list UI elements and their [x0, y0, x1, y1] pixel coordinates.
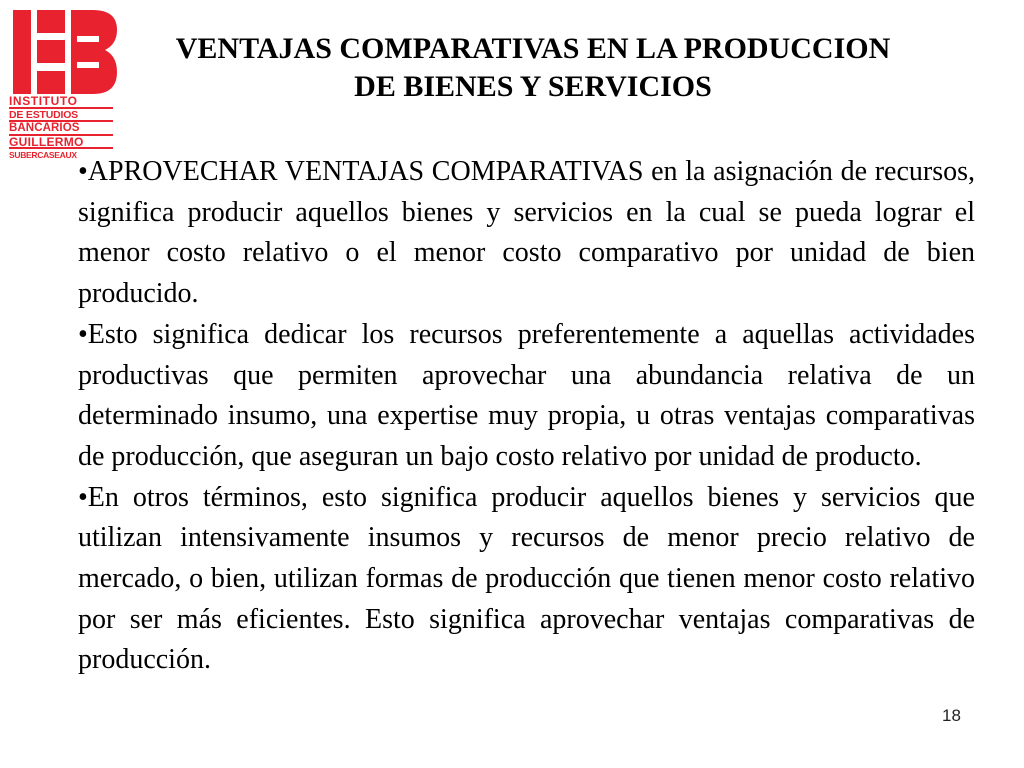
bullet-paragraph-3: •En otros términos, esto significa producir aquellos bienes y servicios que utilizan intensivamente insumos y recursos de menor precio relativo de mercado, o bien, utilizan formas de producción que tienen menor costo relativo por ser más eficientes. Esto significa aprovechar ventajas comparativas de producción. — [78, 481, 975, 676]
logo-text-line: INSTITUTO — [9, 96, 113, 109]
ieb-logo-mark-icon — [13, 10, 117, 94]
bullet-paragraph-2: •Esto significa dedicar los recursos preferentemente a aquellas actividades productivas que permiten aprovechar una abundancia relativa de un determinado insumo, una expertise muy propia, u otras ventajas comparativas de producción, que aseguran un bajo costo relativo por unidad de producto. — [78, 318, 975, 472]
logo-text-line: BANCARIOS — [9, 123, 113, 136]
slide-title-line-1: VENTAJAS COMPARATIVAS EN LA PRODUCCION — [175, 32, 891, 65]
page-number: 18 — [942, 706, 961, 725]
slide-body — [78, 152, 975, 681]
logo-text-line: DE ESTUDIOS — [9, 110, 113, 123]
logo-text-line: GUILLERMO — [9, 137, 113, 150]
logo-text-line: SUBERCASEAUX — [9, 150, 77, 160]
slide-title — [118, 30, 948, 106]
institution-logo — [9, 10, 113, 160]
slide-title-line-2: DE BIENES Y SERVICIOS — [354, 70, 712, 103]
bullet-paragraph-1: •APROVECHAR VENTAJAS COMPARATIVAS en la asignación de recursos, significa producir aquellos bienes y servicios en la cual se pueda lograr el menor costo relativo o el menor costo comparativo por unidad de bien producido. — [78, 156, 975, 310]
